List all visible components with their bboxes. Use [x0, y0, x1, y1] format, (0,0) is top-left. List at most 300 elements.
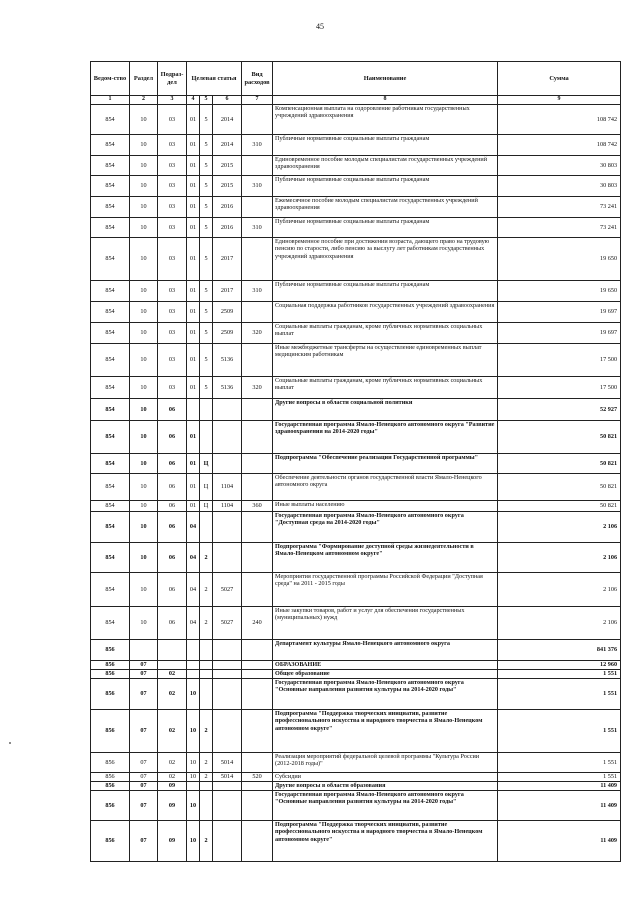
cell-summa: 1 551 [498, 670, 621, 679]
cell-celevaya-2 [200, 421, 213, 454]
table-row [91, 474, 621, 501]
cell-celevaya-1: 01 [187, 281, 200, 302]
cell-celevaya-2: 2 [200, 753, 213, 773]
cell-naimenovanie: Иные закупки товаров, работ и услуг для обеспечения государственных (муниципальных) нужд [273, 607, 498, 640]
table-row [91, 782, 621, 791]
cell-podrazdel: 03 [158, 344, 187, 377]
table-row [91, 302, 621, 323]
cell-naimenovanie: Подпрограмма "Обеспечение реализации Государственной программы" [273, 454, 498, 474]
cell-celevaya-2 [200, 399, 213, 421]
cell-vedomstvo: 854 [91, 218, 130, 238]
cell-vid-rashodov [242, 710, 273, 753]
cell-celevaya-1 [187, 640, 200, 661]
cell-naimenovanie: Публичные нормативные социальные выплаты гражданам [273, 176, 498, 197]
cell-vid-rashodov [242, 640, 273, 661]
cell-celevaya-2: 5 [200, 197, 213, 218]
table-row [91, 661, 621, 670]
cell-podrazdel: 09 [158, 791, 187, 821]
cell-celevaya-2 [200, 679, 213, 710]
cell-podrazdel [158, 661, 187, 670]
cell-celevaya-3: 2017 [213, 281, 242, 302]
cell-podrazdel: 09 [158, 782, 187, 791]
cell-podrazdel [158, 640, 187, 661]
cell-vid-rashodov: 320 [242, 323, 273, 344]
cell-celevaya-2: 2 [200, 573, 213, 607]
column-index: 3 [158, 96, 187, 105]
cell-vedomstvo: 854 [91, 302, 130, 323]
cell-celevaya-1: 01 [187, 156, 200, 176]
cell-razdel: 10 [130, 474, 158, 501]
cell-razdel: 10 [130, 573, 158, 607]
cell-vid-rashodov [242, 512, 273, 543]
cell-podrazdel: 02 [158, 710, 187, 753]
cell-celevaya-1: 10 [187, 710, 200, 753]
column-index: 4 [187, 96, 200, 105]
cell-celevaya-2: 5 [200, 323, 213, 344]
cell-celevaya-3: 5136 [213, 377, 242, 399]
cell-summa: 17 500 [498, 377, 621, 399]
cell-celevaya-3: 2509 [213, 302, 242, 323]
cell-podrazdel: 03 [158, 176, 187, 197]
header-celevaya-statya: Целевая статья [187, 62, 242, 96]
cell-razdel: 10 [130, 323, 158, 344]
cell-celevaya-1: 01 [187, 474, 200, 501]
cell-vedomstvo: 854 [91, 421, 130, 454]
cell-celevaya-3 [213, 640, 242, 661]
cell-celevaya-1 [187, 661, 200, 670]
cell-celevaya-3: 2017 [213, 238, 242, 281]
cell-vid-rashodov [242, 474, 273, 501]
cell-vedomstvo: 854 [91, 135, 130, 156]
cell-celevaya-1: 10 [187, 791, 200, 821]
cell-summa: 1 551 [498, 710, 621, 753]
cell-razdel: 07 [130, 773, 158, 782]
table-row [91, 512, 621, 543]
cell-vedomstvo: 854 [91, 377, 130, 399]
table-row [91, 281, 621, 302]
cell-razdel: 10 [130, 238, 158, 281]
table-row [91, 773, 621, 782]
cell-vedomstvo: 856 [91, 773, 130, 782]
cell-podrazdel: 06 [158, 399, 187, 421]
cell-podrazdel: 06 [158, 512, 187, 543]
cell-razdel: 10 [130, 302, 158, 323]
cell-podrazdel: 02 [158, 753, 187, 773]
cell-celevaya-2: Ц [200, 474, 213, 501]
cell-summa: 2 106 [498, 607, 621, 640]
cell-razdel: 07 [130, 753, 158, 773]
column-index: 7 [242, 96, 273, 105]
cell-vid-rashodov [242, 821, 273, 862]
header-razdel: Раздел [130, 62, 158, 96]
table-row [91, 679, 621, 710]
cell-summa: 50 821 [498, 421, 621, 454]
cell-vid-rashodov [242, 573, 273, 607]
cell-naimenovanie: Иные выплаты населению [273, 501, 498, 512]
cell-celevaya-2: 2 [200, 543, 213, 573]
cell-podrazdel: 02 [158, 670, 187, 679]
header-vid-rashodov: Вид расходов [242, 62, 273, 96]
table-row [91, 197, 621, 218]
cell-celevaya-1: 01 [187, 421, 200, 454]
cell-naimenovanie: Субсидии [273, 773, 498, 782]
cell-naimenovanie: Единовременное пособие молодым специалистам государственных учреждений здравоохранения [273, 156, 498, 176]
cell-summa: 841 376 [498, 640, 621, 661]
cell-celevaya-1: 01 [187, 323, 200, 344]
cell-vedomstvo: 854 [91, 454, 130, 474]
cell-celevaya-1: 01 [187, 454, 200, 474]
table-row [91, 323, 621, 344]
cell-summa: 19 697 [498, 302, 621, 323]
cell-vid-rashodov: 310 [242, 135, 273, 156]
table-row [91, 377, 621, 399]
cell-vid-rashodov [242, 782, 273, 791]
cell-vedomstvo: 856 [91, 640, 130, 661]
cell-podrazdel: 03 [158, 238, 187, 281]
cell-celevaya-1: 04 [187, 512, 200, 543]
cell-vedomstvo: 854 [91, 474, 130, 501]
cell-naimenovanie: Социальная поддержка работников государственных учреждений здравоохранения [273, 302, 498, 323]
cell-summa: 2 106 [498, 573, 621, 607]
cell-celevaya-3 [213, 512, 242, 543]
cell-celevaya-2: 2 [200, 607, 213, 640]
cell-naimenovanie: Реализация мероприятий федеральной целевой программы "Культура России (2012-2018 годы)" [273, 753, 498, 773]
cell-celevaya-1 [187, 670, 200, 679]
cell-vid-rashodov [242, 399, 273, 421]
cell-razdel: 10 [130, 377, 158, 399]
cell-vid-rashodov: 320 [242, 377, 273, 399]
cell-celevaya-3: 2014 [213, 135, 242, 156]
cell-podrazdel: 03 [158, 135, 187, 156]
cell-summa: 11 409 [498, 821, 621, 862]
cell-vid-rashodov [242, 670, 273, 679]
header-summa: Сумма [498, 62, 621, 96]
cell-naimenovanie: Публичные нормативные социальные выплаты гражданам [273, 135, 498, 156]
cell-celevaya-2: 5 [200, 344, 213, 377]
cell-naimenovanie: Социальные выплаты гражданам, кроме публичных нормативных социальных выплат [273, 377, 498, 399]
cell-celevaya-2: 5 [200, 156, 213, 176]
table-row [91, 791, 621, 821]
table-row [91, 821, 621, 862]
cell-celevaya-1: 01 [187, 135, 200, 156]
table-row [91, 156, 621, 176]
cell-celevaya-2: 2 [200, 773, 213, 782]
cell-summa: 50 821 [498, 501, 621, 512]
cell-celevaya-1: 01 [187, 105, 200, 135]
cell-celevaya-1 [187, 782, 200, 791]
column-index: 8 [273, 96, 498, 105]
cell-summa: 12 960 [498, 661, 621, 670]
cell-vedomstvo: 854 [91, 573, 130, 607]
cell-celevaya-1 [187, 399, 200, 421]
cell-celevaya-1: 01 [187, 302, 200, 323]
cell-vid-rashodov [242, 344, 273, 377]
cell-razdel: 07 [130, 679, 158, 710]
cell-vid-rashodov [242, 454, 273, 474]
table-row [91, 670, 621, 679]
cell-celevaya-2: 5 [200, 281, 213, 302]
cell-razdel: 10 [130, 543, 158, 573]
cell-summa: 11 409 [498, 782, 621, 791]
cell-vid-rashodov: 310 [242, 218, 273, 238]
table-row [91, 501, 621, 512]
header-podrazdel: Подраз-дел [158, 62, 187, 96]
cell-razdel: 10 [130, 501, 158, 512]
cell-celevaya-1: 04 [187, 573, 200, 607]
cell-celevaya-2: 5 [200, 302, 213, 323]
cell-podrazdel: 03 [158, 197, 187, 218]
table-row [91, 344, 621, 377]
cell-vedomstvo: 856 [91, 679, 130, 710]
cell-razdel: 10 [130, 156, 158, 176]
cell-celevaya-3: 2015 [213, 176, 242, 197]
cell-summa: 50 821 [498, 454, 621, 474]
cell-podrazdel: 02 [158, 679, 187, 710]
cell-naimenovanie: Публичные нормативные социальные выплаты гражданам [273, 281, 498, 302]
cell-podrazdel: 06 [158, 454, 187, 474]
cell-razdel: 10 [130, 344, 158, 377]
cell-summa: 30 803 [498, 156, 621, 176]
cell-razdel [130, 640, 158, 661]
cell-naimenovanie: Государственная программа Ямало-Ненецкого автономного округа "Основные направления развития культуры на 2014-2020 годы" [273, 679, 498, 710]
cell-celevaya-3: 5136 [213, 344, 242, 377]
cell-vid-rashodov: 310 [242, 281, 273, 302]
column-index-row [91, 96, 621, 105]
cell-summa: 52 927 [498, 399, 621, 421]
cell-razdel: 10 [130, 197, 158, 218]
cell-vedomstvo: 854 [91, 399, 130, 421]
cell-razdel: 07 [130, 791, 158, 821]
cell-celevaya-3: 2016 [213, 218, 242, 238]
cell-vedomstvo: 854 [91, 197, 130, 218]
cell-podrazdel: 09 [158, 821, 187, 862]
cell-celevaya-2 [200, 640, 213, 661]
cell-vedomstvo: 856 [91, 782, 130, 791]
cell-celevaya-1: 10 [187, 773, 200, 782]
cell-celevaya-1: 01 [187, 501, 200, 512]
header-vedomstvo: Ведом-ство [91, 62, 130, 96]
cell-vid-rashodov [242, 791, 273, 821]
cell-razdel: 07 [130, 821, 158, 862]
cell-vid-rashodov [242, 753, 273, 773]
cell-celevaya-1: 10 [187, 753, 200, 773]
cell-summa: 1 551 [498, 679, 621, 710]
cell-razdel: 07 [130, 782, 158, 791]
scan-speck [9, 742, 11, 744]
cell-celevaya-3: 2509 [213, 323, 242, 344]
cell-vid-rashodov: 310 [242, 176, 273, 197]
column-index: 6 [213, 96, 242, 105]
cell-celevaya-2 [200, 661, 213, 670]
column-index: 9 [498, 96, 621, 105]
cell-vedomstvo: 854 [91, 156, 130, 176]
cell-celevaya-2: 5 [200, 105, 213, 135]
cell-vedomstvo: 854 [91, 512, 130, 543]
cell-celevaya-2: 5 [200, 176, 213, 197]
cell-vid-rashodov: 520 [242, 773, 273, 782]
cell-podrazdel: 03 [158, 377, 187, 399]
cell-celevaya-3 [213, 421, 242, 454]
table-row [91, 105, 621, 135]
cell-razdel: 10 [130, 607, 158, 640]
cell-celevaya-3: 5014 [213, 753, 242, 773]
cell-podrazdel: 03 [158, 218, 187, 238]
cell-razdel: 10 [130, 454, 158, 474]
cell-summa: 108 742 [498, 105, 621, 135]
cell-razdel: 10 [130, 135, 158, 156]
cell-naimenovanie: Обеспечение деятельности органов государственной власти Ямало-Ненецкого автономного округа [273, 474, 498, 501]
page-number: 45 [316, 22, 324, 31]
cell-vedomstvo: 856 [91, 753, 130, 773]
cell-celevaya-3 [213, 399, 242, 421]
cell-summa: 11 409 [498, 791, 621, 821]
cell-vid-rashodov [242, 679, 273, 710]
table-row [91, 421, 621, 454]
cell-vedomstvo: 854 [91, 281, 130, 302]
table-row [91, 573, 621, 607]
table-row [91, 135, 621, 156]
cell-summa: 2 106 [498, 512, 621, 543]
cell-podrazdel: 06 [158, 501, 187, 512]
cell-podrazdel: 06 [158, 607, 187, 640]
cell-celevaya-3: 5027 [213, 573, 242, 607]
cell-celevaya-1: 10 [187, 679, 200, 710]
cell-celevaya-2: 5 [200, 377, 213, 399]
cell-razdel: 10 [130, 421, 158, 454]
cell-celevaya-2: 2 [200, 710, 213, 753]
cell-celevaya-3 [213, 782, 242, 791]
cell-celevaya-3: 2016 [213, 197, 242, 218]
cell-vid-rashodov [242, 302, 273, 323]
cell-razdel: 10 [130, 512, 158, 543]
cell-celevaya-3 [213, 821, 242, 862]
cell-vedomstvo: 856 [91, 791, 130, 821]
cell-celevaya-1: 01 [187, 377, 200, 399]
cell-summa: 19 697 [498, 323, 621, 344]
cell-razdel: 10 [130, 399, 158, 421]
cell-celevaya-2: 2 [200, 821, 213, 862]
cell-naimenovanie: Ежемесячное пособие молодым специалистам государственных учреждений здравоохранения [273, 197, 498, 218]
cell-vedomstvo: 854 [91, 543, 130, 573]
cell-celevaya-3 [213, 791, 242, 821]
cell-podrazdel: 06 [158, 573, 187, 607]
cell-razdel: 07 [130, 710, 158, 753]
cell-celevaya-3: 1104 [213, 474, 242, 501]
cell-summa: 19 650 [498, 281, 621, 302]
cell-vedomstvo: 854 [91, 105, 130, 135]
cell-celevaya-1: 01 [187, 238, 200, 281]
table-row [91, 607, 621, 640]
cell-summa: 108 742 [498, 135, 621, 156]
cell-celevaya-2 [200, 670, 213, 679]
cell-summa: 17 500 [498, 344, 621, 377]
cell-celevaya-3: 5014 [213, 773, 242, 782]
column-index: 5 [200, 96, 213, 105]
cell-celevaya-1: 10 [187, 821, 200, 862]
table-body [91, 105, 621, 862]
cell-naimenovanie: Иные межбюджетные трансферты на осуществление единовременных выплат медицинским работникам [273, 344, 498, 377]
cell-celevaya-3 [213, 454, 242, 474]
cell-naimenovanie: ОБРАЗОВАНИЕ [273, 661, 498, 670]
cell-celevaya-3: 2015 [213, 156, 242, 176]
cell-podrazdel: 03 [158, 302, 187, 323]
header-row [91, 62, 621, 96]
cell-summa: 19 650 [498, 238, 621, 281]
cell-razdel: 10 [130, 105, 158, 135]
cell-celevaya-1: 01 [187, 197, 200, 218]
cell-celevaya-2: 5 [200, 218, 213, 238]
cell-razdel: 07 [130, 670, 158, 679]
cell-celevaya-2 [200, 782, 213, 791]
cell-vedomstvo: 854 [91, 176, 130, 197]
cell-celevaya-1: 01 [187, 344, 200, 377]
cell-celevaya-2: Ц [200, 454, 213, 474]
cell-naimenovanie: Компенсационная выплата на оздоровление работникам государственных учреждений здравоохранения [273, 105, 498, 135]
cell-naimenovanie: Общее образование [273, 670, 498, 679]
cell-razdel: 10 [130, 218, 158, 238]
cell-naimenovanie: Подпрограмма "Поддержка творческих инициатив, развитие профессионального искусства и народного творчества в Ямало-Ненецком автономном округе" [273, 821, 498, 862]
cell-vedomstvo: 856 [91, 821, 130, 862]
cell-podrazdel: 03 [158, 323, 187, 344]
table-row [91, 543, 621, 573]
cell-naimenovanie: Публичные нормативные социальные выплаты гражданам [273, 218, 498, 238]
table-row [91, 454, 621, 474]
budget-table [90, 61, 621, 862]
cell-naimenovanie: Социальные выплаты гражданам, кроме публичных нормативных социальных выплат [273, 323, 498, 344]
cell-vedomstvo: 854 [91, 323, 130, 344]
cell-celevaya-1: 04 [187, 543, 200, 573]
cell-vedomstvo: 856 [91, 670, 130, 679]
cell-podrazdel: 06 [158, 543, 187, 573]
cell-vid-rashodov: 240 [242, 607, 273, 640]
cell-vedomstvo: 854 [91, 607, 130, 640]
cell-vid-rashodov [242, 238, 273, 281]
cell-vedomstvo: 854 [91, 238, 130, 281]
cell-summa: 30 803 [498, 176, 621, 197]
cell-podrazdel: 02 [158, 773, 187, 782]
table-row [91, 176, 621, 197]
cell-celevaya-3 [213, 661, 242, 670]
column-index: 1 [91, 96, 130, 105]
cell-celevaya-2: Ц [200, 501, 213, 512]
cell-naimenovanie: Мероприятия государственной программы Российской Федерации "Доступная среда" на 2011 - 2015 годы [273, 573, 498, 607]
cell-podrazdel: 03 [158, 105, 187, 135]
cell-naimenovanie: Другие вопросы в области образования [273, 782, 498, 791]
cell-naimenovanie: Подпрограмма "Формирование доступной среды жизнедеятельности в Ямало-Ненецком автономном округе" [273, 543, 498, 573]
cell-podrazdel: 06 [158, 474, 187, 501]
header-naimenovanie: Наименование [273, 62, 498, 96]
cell-celevaya-2 [200, 791, 213, 821]
cell-vid-rashodov [242, 197, 273, 218]
cell-vid-rashodov [242, 421, 273, 454]
cell-razdel: 10 [130, 281, 158, 302]
cell-celevaya-1: 04 [187, 607, 200, 640]
cell-celevaya-3 [213, 710, 242, 753]
cell-celevaya-3: 1104 [213, 501, 242, 512]
cell-naimenovanie: Государственная программа Ямало-Ненецкого автономного округа "Развитие здравоохранения на 2014-2020 годы" [273, 421, 498, 454]
cell-vedomstvo: 854 [91, 344, 130, 377]
cell-vedomstvo: 854 [91, 501, 130, 512]
cell-naimenovanie: Другие вопросы в области социальной политики [273, 399, 498, 421]
cell-razdel: 07 [130, 661, 158, 670]
cell-vid-rashodov: 360 [242, 501, 273, 512]
table-row [91, 399, 621, 421]
cell-celevaya-3 [213, 670, 242, 679]
cell-vedomstvo: 856 [91, 710, 130, 753]
cell-summa: 2 106 [498, 543, 621, 573]
cell-vid-rashodov [242, 543, 273, 573]
cell-celevaya-3 [213, 543, 242, 573]
